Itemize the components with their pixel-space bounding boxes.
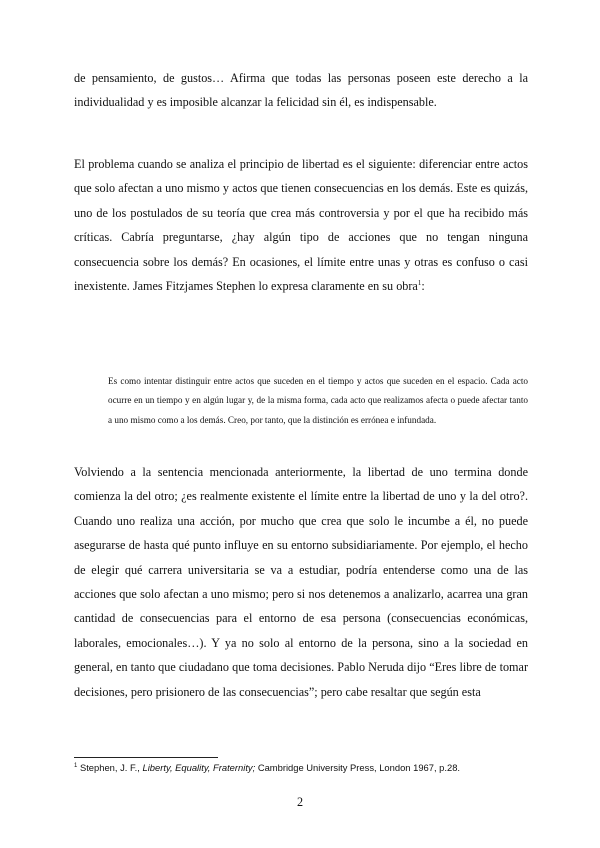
paragraph-3: Volviendo a la sentencia mencionada anteriormente, la libertad de uno termina donde comienza la del otro; ¿es realmente existente el límite entre la libertad de uno y la del otro?. Cuando uno realiza una acción, por mucho que crea que solo le incumbe a él, no puede asegurarse de hasta qué punto influye en su entorno subsidiariamente. Por ejemplo, el hecho de elegir qué carrera universitaria se va a estudiar, podría entenderse como una de las acciones que solo afectan a uno mismo; pero si nos detenemos a analizarlo, acarrea una gran cantidad de consecuencias para el entorno de esa persona (consecuencias económicas, laborales, emocionales…). Y ya no solo al entorno de la persona, sino a la sociedad en general, en tanto que ciudadano que toma decisiones. Pablo Neruda dijo “Eres libre de tomar decisiones, pero prisionero de las consecuencias”; pero cabe resaltar que según esta <box>74 465 528 699</box>
footnote-separator <box>74 757 218 758</box>
footnote-number: 1 <box>74 762 78 769</box>
page-number: 2 <box>296 795 304 809</box>
footnote-title: Liberty, Equality, Fraternity; <box>142 762 256 773</box>
footnote-reference[interactable]: 1 <box>417 278 422 287</box>
paragraph-2-text: El problema cuando se analiza el principio de libertad es el siguiente: diferenciar entre actos que solo afectan a uno mismo y actos que tienen consecuencias en los demás. Este es quizás, uno de los postulados de su teoría que crea más controversia y por el que ha recibido más críticas. Cabría preguntarse, ¿hay algún tipo de acciones que no tengan ninguna consecuencia sobre los demás? En ocasiones, el límite entre unas y otras es confuso o casi inexistente. James Fitzjames Stephen lo expresa claramente en su obra <box>74 157 528 294</box>
footnote-author: Stephen, J. F., <box>79 762 140 773</box>
block-quote: Es como intentar distinguir entre actos que suceden en el tiempo y actos que suceden en el espacio. Cada acto ocurre en un tiempo y en algún lugar y, de la misma forma, cada acto que realizamos afecta o puede afectar tanto a uno mismo como a los demás. Creo, por tanto, que la distinción es errónea e infundada. <box>108 376 528 425</box>
paragraph-2-colon: : <box>421 279 425 294</box>
paragraph-2 <box>74 152 528 298</box>
footnote <box>74 761 534 775</box>
paragraph-1: de pensamiento, de gustos… Afirma que todas las personas poseen este derecho a la individualidad y es imposible alcanzar la felicidad sin él, es indispensable. <box>74 71 528 110</box>
footnote-publisher: Cambridge University Press, London 1967, p.28. <box>257 762 461 773</box>
